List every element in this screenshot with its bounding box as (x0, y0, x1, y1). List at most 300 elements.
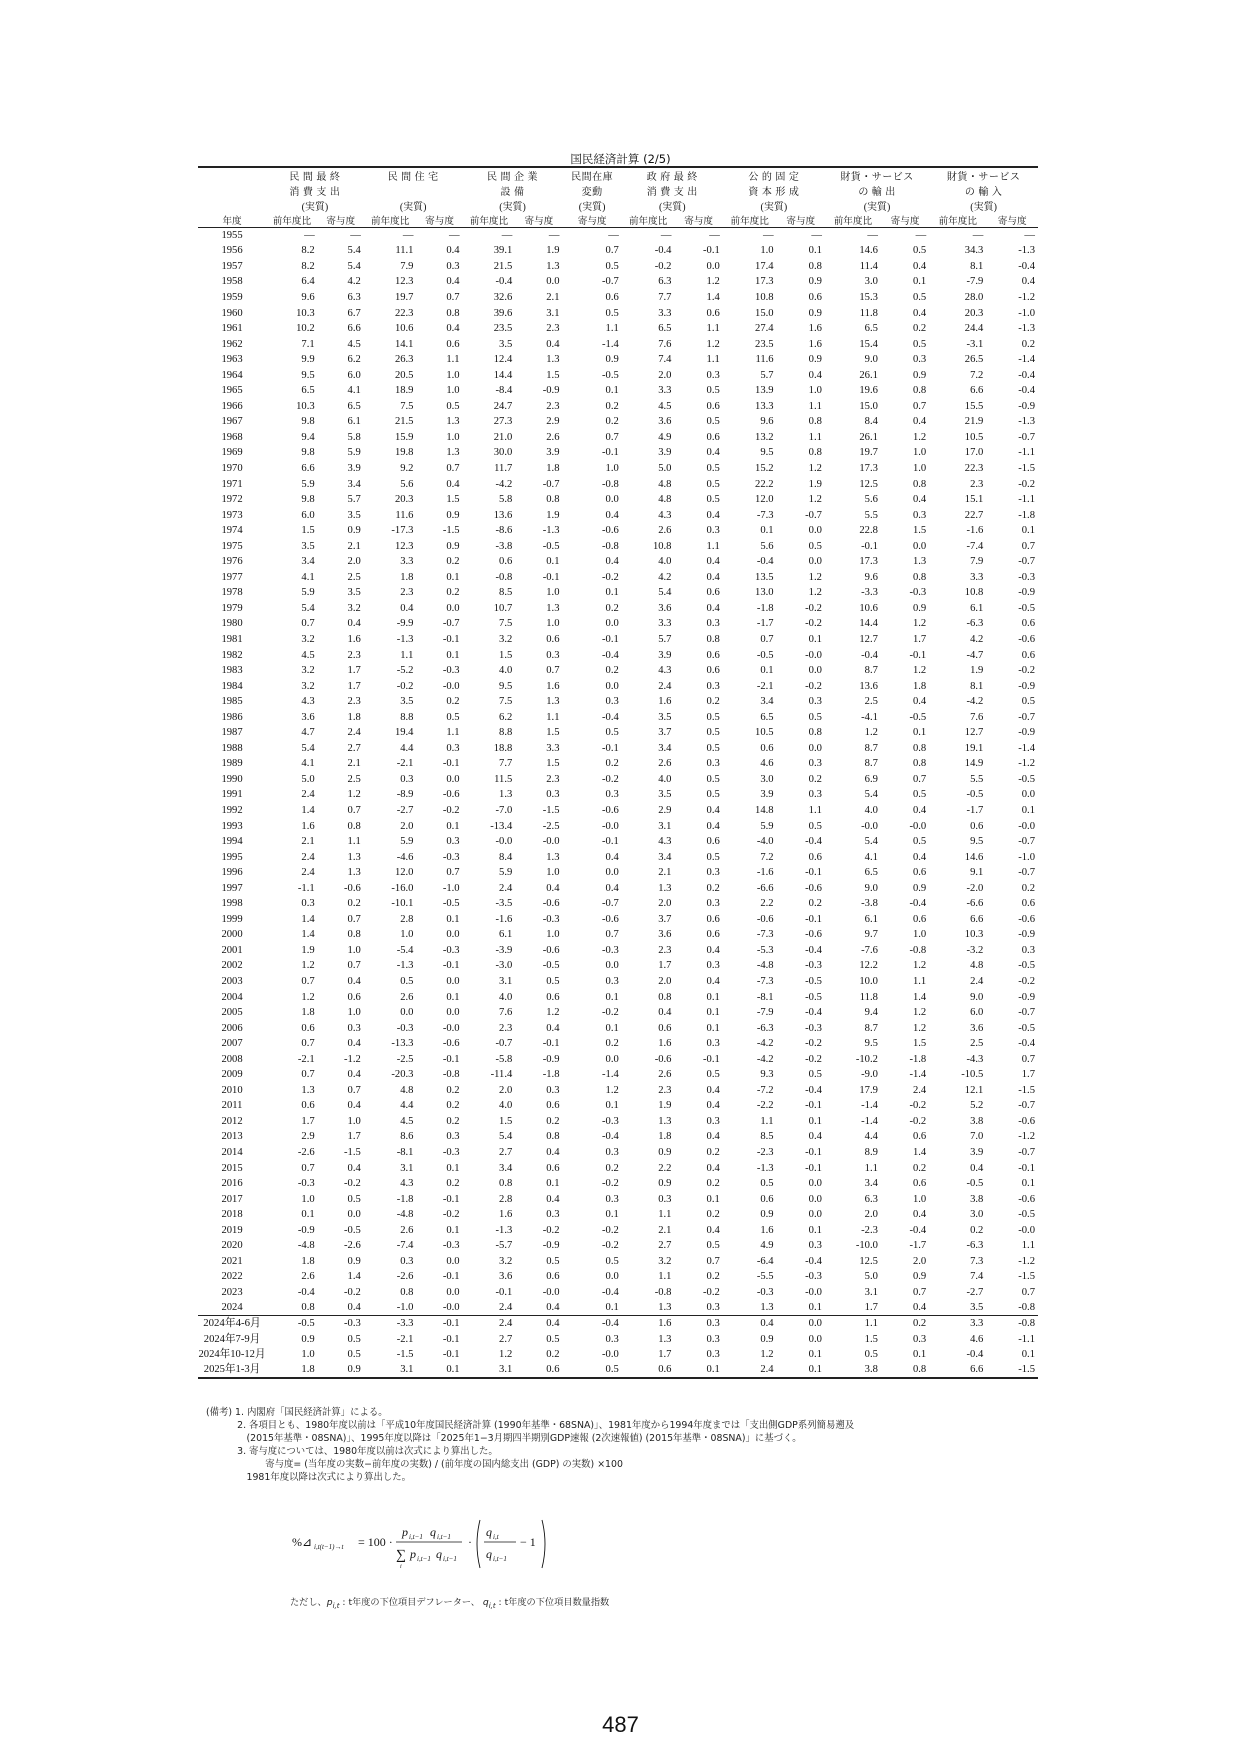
value-cell: -0.0 (1018, 820, 1035, 832)
value-cell: 19.7 (394, 291, 414, 303)
value-cell: 0.5 (760, 1178, 774, 1190)
value-cell: 1.3 (301, 1084, 315, 1096)
value-cell: 4.0 (658, 773, 672, 785)
value-cell: 4.8 (658, 478, 672, 490)
year-cell: 1974 (221, 525, 243, 537)
value-cell: — (660, 230, 672, 242)
year-cell: 1972 (221, 494, 243, 506)
value-cell: -1.3 (495, 1224, 513, 1236)
value-cell: 0.0 (446, 602, 460, 614)
value-cell: 6.0 (347, 369, 361, 381)
value-cell: -0.6 (542, 898, 560, 910)
column-group-subtitle (364, 183, 463, 198)
value-cell: 1.8 (400, 571, 414, 583)
value-cell: 5.0 (658, 462, 672, 474)
value-cell: -1.0 (1018, 307, 1035, 319)
value-cell: -1.5 (396, 1349, 414, 1361)
value-cell: 0.7 (1021, 1053, 1035, 1065)
value-cell: 0.1 (446, 649, 460, 661)
value-cell: -2.6 (297, 1147, 315, 1159)
year-cell: 1971 (221, 478, 243, 490)
value-cell: 8.2 (301, 260, 315, 272)
value-cell: -0.6 (654, 1053, 672, 1065)
value-cell: -0.3 (396, 1022, 414, 1034)
value-cell: — (867, 230, 878, 242)
value-cell: -1.4 (1018, 354, 1035, 366)
value-cell: 1.8 (347, 711, 361, 723)
column-group-title: 民 間 最 終 (266, 167, 364, 183)
value-cell: -0.1 (602, 742, 619, 754)
value-cell: 1.5 (546, 758, 560, 770)
value-cell: 0.9 (446, 540, 460, 552)
value-cell: 1.9 (546, 509, 560, 521)
table-row (198, 694, 1038, 710)
table-row (198, 492, 1038, 508)
value-cell: 0.1 (605, 385, 619, 397)
value-cell: 5.9 (301, 478, 315, 490)
footnote-q-sub: i,t (488, 1601, 496, 1610)
value-cell: 0.8 (912, 478, 927, 490)
value-cell: 3.9 (760, 789, 774, 801)
value-cell: 12.7 (964, 727, 984, 739)
year-cell: 1956 (221, 245, 243, 257)
value-cell: 9.6 (760, 416, 774, 428)
value-cell: -0.4 (654, 245, 672, 257)
value-cell: -0.6 (602, 913, 619, 925)
value-cell: 0.1 (605, 991, 619, 1003)
value-cell: -0.0 (805, 1286, 822, 1298)
value-cell: 4.8 (658, 494, 672, 506)
value-cell: 0.9 (301, 1333, 315, 1345)
value-cell: -0.9 (1018, 929, 1035, 941)
year-cell: 1996 (221, 867, 243, 879)
value-cell: 0.0 (446, 1286, 460, 1298)
value-cell: 0.9 (808, 276, 822, 288)
value-cell: -0.1 (442, 1193, 460, 1205)
formula-sum-sub: i (400, 1564, 402, 1570)
value-cell: -1.8 (542, 1069, 560, 1081)
value-cell: 5.7 (347, 494, 361, 506)
column-subheader: 寄与度 (777, 213, 825, 228)
value-cell: 5.0 (864, 1271, 878, 1283)
formula-num-p-sub: i,t−1 (409, 1533, 423, 1541)
value-cell: 0.4 (706, 1224, 720, 1236)
value-cell: 0.3 (605, 789, 619, 801)
value-cell: 4.2 (347, 276, 361, 288)
value-cell: 1.0 (347, 1007, 361, 1019)
value-cell: 11.8 (859, 991, 878, 1003)
value-cell: 0.5 (706, 1240, 720, 1252)
value-cell: 0.8 (912, 742, 927, 754)
value-cell: 0.6 (622, 1362, 675, 1378)
note-line: (備考) 1. 内閣府「国民経済計算」による。 (206, 1407, 388, 1418)
value-cell: 0.2 (446, 556, 460, 568)
value-cell: 0.5 (706, 851, 720, 863)
value-cell: -0.1 (442, 758, 460, 770)
value-cell: 7.6 (658, 338, 672, 350)
value-cell: -6.6 (756, 882, 774, 894)
value-cell: -0.0 (442, 1022, 460, 1034)
value-cell: -0.7 (602, 276, 619, 288)
value-cell: 0.2 (446, 587, 460, 599)
year-cell: 2008 (221, 1053, 243, 1065)
value-cell: 0.7 (347, 960, 361, 972)
value-cell: -0.3 (442, 1240, 460, 1252)
year-cell: 1960 (221, 307, 243, 319)
value-cell: -7.9 (756, 1007, 774, 1019)
column-subheader: 前年度比 (929, 213, 986, 228)
table-row (198, 1005, 1038, 1021)
year-cell: 2023 (221, 1286, 243, 1298)
value-cell: 1.8 (301, 1255, 315, 1267)
value-cell: 1.2 (808, 571, 822, 583)
value-cell: -1.3 (1018, 323, 1035, 335)
value-cell: -4.6 (396, 851, 414, 863)
value-cell: -1.0 (442, 882, 460, 894)
value-cell: 0.0 (808, 556, 822, 568)
value-cell: 0.6 (808, 291, 822, 303)
value-cell: 0.6 (446, 338, 460, 350)
value-cell: -0.2 (602, 1224, 619, 1236)
value-cell: 0.4 (605, 509, 619, 521)
value-cell: 3.2 (347, 602, 361, 614)
note-line: (2015年基準・08SNA)」、1995年度以降は「2025年1−3月期四半期別GDP速報 (2次速報値) (2015年基準・08SNA)」に基づく。 (206, 1433, 802, 1444)
value-cell: 6.6 (347, 323, 361, 335)
value-cell: 0.6 (1021, 898, 1035, 910)
value-cell: 3.5 (301, 540, 315, 552)
value-cell: 1.7 (301, 1115, 315, 1127)
table-row (198, 352, 1038, 368)
year-cell: 1963 (221, 354, 243, 366)
table-row (198, 1160, 1038, 1176)
value-cell: 1.5 (301, 525, 315, 537)
formula-right-paren (542, 1520, 545, 1568)
value-cell: 0.5 (446, 711, 460, 723)
value-cell: 0.5 (912, 789, 927, 801)
value-cell: 0.3 (605, 1193, 619, 1205)
value-cell: 14.6 (964, 851, 984, 863)
value-cell: 32.6 (493, 291, 513, 303)
year-cell: 1991 (221, 789, 243, 801)
value-cell: 9.5 (301, 369, 315, 381)
value-cell: -1.8 (1018, 509, 1035, 521)
value-cell: -2.1 (756, 680, 774, 692)
value-cell: 0.2 (970, 1224, 984, 1236)
value-cell: -0.8 (986, 1316, 1038, 1332)
year-cell: 2017 (221, 1193, 243, 1205)
value-cell: -4.2 (756, 1038, 774, 1050)
value-cell: 1.3 (760, 1302, 774, 1314)
value-cell: -2.0 (966, 882, 984, 894)
year-cell: 1983 (221, 665, 243, 677)
value-cell: 0.6 (546, 991, 560, 1003)
column-group-title: 公 的 固 定 (723, 167, 825, 183)
value-cell: 3.4 (347, 478, 361, 490)
value-cell: 1.6 (760, 1224, 774, 1236)
value-cell: -0.5 (1018, 960, 1035, 972)
value-cell: -3.3 (364, 1316, 417, 1332)
value-cell: 9.5 (864, 1038, 878, 1050)
value-cell: 0.3 (706, 898, 720, 910)
value-cell: -0.1 (442, 960, 460, 972)
value-cell: 0.3 (546, 1084, 560, 1096)
value-cell: 0.1 (706, 1193, 720, 1205)
value-cell: 8.7 (864, 1022, 878, 1034)
value-cell: -4.0 (756, 836, 774, 848)
value-cell: 1.1 (912, 976, 927, 988)
value-cell: 8.4 (499, 851, 513, 863)
value-cell: 0.2 (706, 882, 720, 894)
value-cell: 0.6 (912, 913, 927, 925)
table-row (198, 818, 1038, 834)
table-row (198, 632, 1038, 648)
value-cell: 1.1 (658, 1271, 672, 1283)
value-cell: 1.1 (446, 354, 460, 366)
value-cell: 6.5 (347, 400, 361, 412)
column-group-unit: (実質) (399, 202, 427, 213)
value-cell: 1.1 (706, 540, 720, 552)
value-cell: 27.4 (755, 323, 774, 335)
value-cell: 6.9 (864, 773, 878, 785)
value-cell: -0.1 (805, 1162, 822, 1174)
value-cell: 3.1 (864, 1286, 878, 1298)
value-cell: 5.4 (658, 587, 672, 599)
column-subheader: 寄与度 (416, 213, 462, 228)
value-cell: 11.4 (859, 260, 878, 272)
formula-den-p: p (410, 1547, 416, 1561)
year-cell: 2020 (221, 1240, 243, 1252)
value-cell: 1.8 (266, 1362, 318, 1378)
value-cell: 0.0 (605, 680, 619, 692)
value-cell: 0.6 (706, 307, 720, 319)
value-cell: 18.8 (493, 742, 513, 754)
value-cell: 0.3 (912, 1333, 927, 1345)
value-cell: -0.4 (1018, 260, 1035, 272)
value-cell: 0.0 (808, 742, 822, 754)
year-cell: 1987 (221, 727, 243, 739)
value-cell: 0.9 (658, 1147, 672, 1159)
value-cell: 0.7 (301, 976, 315, 988)
value-cell: 1.1 (1021, 1240, 1035, 1252)
contribution-formula (290, 1508, 610, 1570)
value-cell: -1.6 (756, 867, 774, 879)
value-cell: 0.3 (706, 680, 720, 692)
value-cell: 1.4 (912, 1147, 927, 1159)
value-cell: -6.6 (966, 898, 984, 910)
value-cell: 0.1 (416, 1362, 462, 1378)
value-cell: 1.0 (912, 462, 927, 474)
table-row (198, 943, 1038, 959)
value-cell: 9.4 (301, 431, 315, 443)
value-cell: -1.1 (297, 882, 315, 894)
value-cell: 0.4 (400, 602, 414, 614)
value-cell: 0.4 (546, 1193, 560, 1205)
value-cell: -0.0 (442, 680, 460, 692)
column-group-subtitle: の 輸 入 (964, 187, 1003, 198)
value-cell: 3.1 (463, 1362, 516, 1378)
value-cell: 0.4 (912, 307, 927, 319)
value-cell: -0.2 (1018, 478, 1035, 490)
value-cell: 0.1 (605, 1209, 619, 1221)
value-cell: 0.5 (400, 976, 414, 988)
value-cell: 0.4 (808, 369, 822, 381)
value-cell: 0.1 (912, 1349, 927, 1361)
value-cell: -0.1 (703, 245, 720, 257)
value-cell: -0.7 (542, 478, 560, 490)
value-cell: 17.0 (964, 447, 984, 459)
value-cell: 22.8 (859, 525, 878, 537)
value-cell: -7.3 (756, 509, 774, 521)
value-cell: 1.5 (499, 649, 513, 661)
value-cell: 0.3 (546, 789, 560, 801)
value-cell: 0.6 (706, 665, 720, 677)
footnote-q-text: : t年度の下位項目数量指数 (495, 1597, 610, 1608)
value-cell: -4.7 (966, 649, 984, 661)
column-group-subtitle: 消 費 支 出 (646, 187, 698, 198)
value-cell: -0.7 (602, 898, 619, 910)
value-cell: 0.0 (400, 1007, 414, 1019)
value-cell: 0.2 (605, 1162, 619, 1174)
value-cell: 6.4 (301, 276, 315, 288)
value-cell: 4.4 (864, 1131, 878, 1143)
value-cell: 2.3 (658, 1084, 672, 1096)
value-cell: 1.8 (546, 462, 560, 474)
value-cell: 0.2 (446, 1178, 460, 1190)
value-cell: 0.4 (347, 1302, 361, 1314)
value-cell: 8.1 (970, 680, 984, 692)
value-cell: -1.4 (909, 1069, 927, 1081)
value-cell: 0.0 (605, 618, 619, 630)
value-cell: 1.1 (808, 805, 822, 816)
year-cell: 1990 (221, 773, 243, 785)
value-cell: 10.2 (296, 323, 315, 335)
value-cell: 0.2 (446, 1100, 460, 1112)
value-cell: -0.3 (909, 587, 927, 599)
value-cell: -0.2 (805, 1053, 822, 1065)
value-cell: 0.5 (546, 976, 560, 988)
value-cell: -1.2 (344, 1053, 361, 1065)
value-cell: 0.5 (706, 494, 720, 506)
value-cell: 10.8 (652, 540, 672, 552)
value-cell: -9.9 (396, 618, 414, 630)
value-cell: 0.0 (808, 665, 822, 677)
value-cell: 0.3 (605, 1333, 619, 1345)
value-cell: 4.6 (970, 1333, 984, 1345)
value-cell: -0.2 (442, 1209, 460, 1221)
value-cell: 0.7 (301, 1038, 315, 1050)
value-cell: 2.7 (499, 1147, 513, 1159)
value-cell: 3.4 (760, 696, 774, 708)
table-row (198, 927, 1038, 943)
value-cell: 0.7 (605, 929, 619, 941)
value-cell: 0.7 (760, 633, 774, 645)
table-row (198, 834, 1038, 850)
column-group-subtitle: 資 本 形 成 (748, 187, 800, 198)
value-cell: 1.2 (347, 789, 361, 801)
value-cell: 4.1 (301, 571, 315, 583)
value-cell: 6.5 (760, 711, 774, 723)
value-cell: -0.2 (909, 1115, 927, 1127)
table-row (198, 1145, 1038, 1161)
value-cell: 1.2 (301, 960, 315, 972)
table-row (198, 523, 1038, 539)
value-cell: -0.9 (542, 385, 560, 397)
value-cell: 2.3 (400, 587, 414, 599)
value-cell: -0.0 (495, 836, 513, 848)
value-cell: 1.4 (301, 913, 315, 925)
year-cell: 1957 (221, 260, 243, 272)
value-cell: 6.5 (658, 323, 672, 335)
value-cell: -0.4 (805, 1084, 822, 1096)
value-cell: 34.3 (964, 245, 984, 257)
value-cell: 0.1 (605, 1100, 619, 1112)
value-cell: 1.0 (912, 1193, 927, 1205)
formula-lhs: %⊿ (292, 1535, 313, 1549)
value-cell: 0.1 (301, 1209, 315, 1221)
value-cell: 0.1 (446, 1224, 460, 1236)
value-cell: 12.2 (859, 960, 878, 972)
value-cell: -1.2 (1018, 291, 1035, 303)
value-cell: 0.0 (808, 1178, 822, 1190)
value-cell: 0.4 (546, 882, 560, 894)
value-cell: 0.5 (808, 1069, 822, 1081)
value-cell: 22.7 (964, 509, 984, 521)
value-cell: — (972, 230, 984, 242)
value-cell: 2.3 (546, 323, 560, 335)
value-cell: -0.2 (805, 618, 822, 630)
value-cell: -0.0 (1018, 1224, 1035, 1236)
value-cell: 7.2 (970, 369, 984, 381)
value-cell: 0.8 (301, 1302, 315, 1314)
value-cell: 0.4 (706, 1100, 720, 1112)
value-cell: 1.3 (446, 447, 460, 459)
formula-dot: · (468, 1535, 472, 1549)
value-cell: 0.1 (706, 1007, 720, 1019)
value-cell: 1.2 (808, 494, 822, 506)
value-cell: 5.0 (301, 773, 315, 785)
value-cell: 1.1 (546, 711, 560, 723)
formula-footnote (290, 1594, 609, 1610)
value-cell: 0.7 (446, 867, 460, 879)
value-cell: -0.5 (966, 1178, 984, 1190)
value-cell: 0.9 (318, 1362, 364, 1378)
year-cell: 2024年10-12月 (198, 1349, 266, 1361)
year-cell: 2005 (221, 1007, 243, 1019)
column-subheader: 前年度比 (825, 213, 881, 228)
value-cell: -0.1 (442, 633, 460, 645)
value-cell: 1.2 (912, 1007, 927, 1019)
value-cell: 10.3 (296, 307, 315, 319)
value-cell: 22.2 (755, 478, 774, 490)
value-cell: 0.4 (546, 1147, 560, 1159)
value-cell: 0.8 (808, 260, 822, 272)
value-cell: -1.6 (966, 525, 984, 537)
value-cell: 9.9 (301, 354, 315, 366)
table-row (198, 399, 1038, 415)
value-cell: -0.1 (909, 649, 927, 661)
value-cell: 0.2 (1021, 338, 1035, 350)
value-cell: -8.4 (495, 385, 513, 397)
value-cell: -0.1 (442, 1349, 460, 1361)
value-cell: -10.1 (391, 898, 414, 910)
value-cell: 0.3 (706, 618, 720, 630)
value-cell: -1.6 (495, 913, 513, 925)
value-cell: 0.0 (446, 976, 460, 988)
table-row (198, 880, 1038, 896)
value-cell: 0.3 (605, 1147, 619, 1159)
value-cell: 5.4 (864, 789, 878, 801)
value-cell: 5.5 (864, 509, 878, 521)
